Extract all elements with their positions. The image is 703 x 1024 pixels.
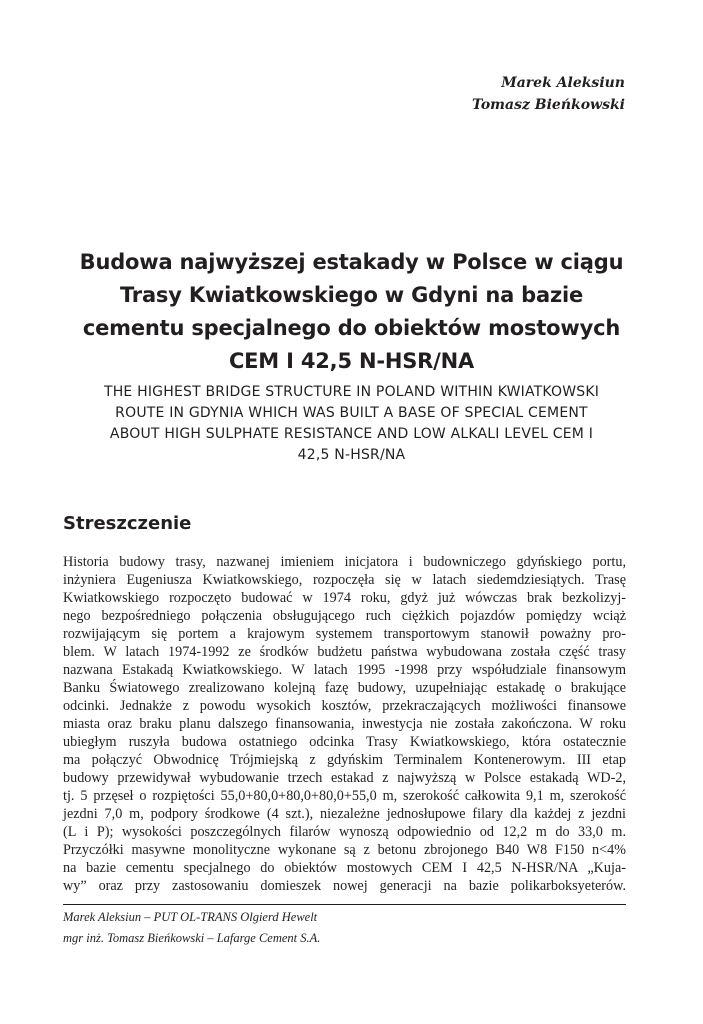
title-line: CEM I 42,5 N-HSR/NA (228, 349, 475, 373)
abstract-line: odcinki. Jednakże z powodu wysokich kosztów, przekraczających możliwości finansowe (63, 698, 626, 714)
title-line: cementu specjalnego do obiektów mostowych (82, 316, 621, 340)
section-heading: Streszczenie (63, 513, 192, 534)
abstract-line: miasta oraz braku planu dalszego finansowania, inwestycja nie została zakończona. W roku (63, 716, 626, 732)
title-line: THE HIGHEST BRIDGE STRUCTURE IN POLAND WITHIN KWIATKOWSKI (103, 384, 600, 400)
abstract-text (63, 553, 626, 895)
abstract-line: blem. W latach 1974-1992 ze środków budżetu państwa wybudowana została część trasy (63, 644, 626, 660)
abstract-line: ma połączyć Obwodnicę Trójmiejską z gdyńskim Terminalem Kontenerowym. III etap (63, 752, 626, 768)
footnotes (63, 907, 320, 949)
author-name: Marek Aleksiun (501, 75, 625, 91)
abstract-line: nazwana Estakadą Kwiatkowskiego. W latach 1995 -1998 przy współudziale finansowym (63, 662, 626, 678)
abstract-line: budowy przewidywał wybudowanie trzech estakad z najwyższą w Polsce estakadą WD-2, (63, 770, 626, 786)
title-line: 42,5 N-HSR/NA (297, 447, 406, 463)
title-line: Budowa najwyższej estakady w Polsce w ciągu (79, 250, 624, 274)
abstract-line: ubiegłym ruszyła budowa ostatniego odcinka Trasy Kwiatkowskiego, która ostatecznie (63, 734, 626, 750)
abstract-line: na bazie cementu specjalnego do obiektów mostowych CEM I 42,5 N-HSR/NA „Kuja- (63, 860, 626, 876)
abstract-line: Przyczółki masywne monolityczne wykonane są z betonu zbrojonego B40 W8 F150 n<4% (63, 842, 626, 858)
footnote: mgr inż. Tomasz Bieńkowski – Lafarge Cement S.A. (63, 931, 321, 945)
title-line: ABOUT HIGH SULPHATE RESISTANCE AND LOW ALKALI LEVEL CEM I (109, 426, 594, 442)
abstract-line: tj. 5 przęseł o rozpiętości 55,0+80,0+80,0+80,0+55,0 m, szerokość całkowita 9,1 m, szerokość (63, 788, 626, 804)
footnote-divider (63, 904, 626, 905)
author-name: Tomasz Bieńkowski (472, 97, 625, 113)
abstract-line: Banku Światowego zrealizowano kolejną fazę budowy, uzupełniając estakadę o brakujące (63, 680, 626, 696)
title-line: ROUTE IN GDYNIA WHICH WAS BUILT A BASE OF SPECIAL CEMENT (115, 405, 588, 421)
title-polish (40, 246, 663, 378)
abstract-line: inżyniera Eugeniusza Kwiatkowskiego, rozpoczęła się w latach siedemdziesiątych. Trasę (63, 572, 626, 588)
abstract-line: nego bezpośredniego połączenia obsługującego ruch ciężkich pojazdów pomiędzy wciąż (63, 608, 626, 624)
abstract-line: Kwiatkowskiego rozpoczęto budować w 1974 roku, gdyż już wówczas brak bezkolizyj- (63, 590, 626, 606)
title-english (40, 382, 663, 466)
abstract-line: Historia budowy trasy, nazwanej imieniem inicjatora i budowniczego gdyńskiego portu, (63, 554, 626, 570)
footnote: Marek Aleksiun – PUT OL-TRANS Olgierd Hewelt (63, 910, 318, 924)
abstract-line: jezdni 7,0 m, podpory środkowe (4 szt.), niezależne jednosłupowe filary dla każdej z jezdni (63, 806, 626, 822)
abstract-line: wy” oraz przy zastosowaniu domieszek nowej generacji na bazie polikarboksyeterów. (63, 878, 626, 894)
author-block (472, 72, 625, 116)
abstract-line: rozwijającym się portem a krajowym systemem transportowym stanowił poważny pro- (63, 626, 626, 642)
title-line: Trasy Kwiatkowskiego w Gdyni na bazie (119, 283, 584, 307)
abstract-line: (L i P); wysokości poszczególnych filarów wynoszą odpowiednio od 12,2 m do 33,0 m. (63, 824, 626, 840)
